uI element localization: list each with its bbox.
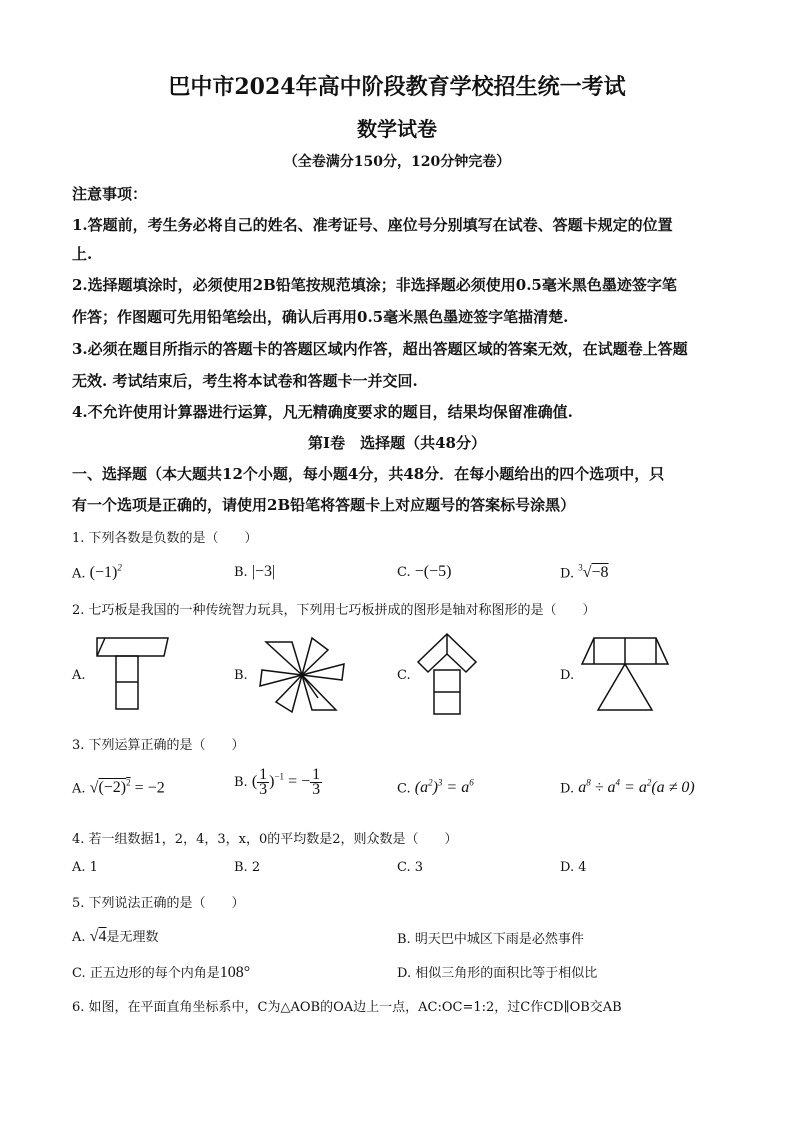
- q1-a-label: A.: [72, 566, 86, 582]
- q3-b-label: B.: [234, 775, 248, 791]
- q2-a-label: A.: [72, 668, 86, 683]
- q1-option-b: [234, 563, 275, 581]
- q3-a-label: A.: [72, 781, 86, 797]
- q4-option-b: B. 2: [234, 860, 261, 875]
- q2-figure-a-t-shape: [92, 636, 176, 714]
- score-note: （全卷满分150分，120分钟完卷）: [283, 154, 511, 170]
- q3-option-b: [234, 768, 322, 797]
- notice-item-3-line-1: 3.必须在题目所指示的答题卡的答题区域内作答，超出答题区域的答案无效，在试题卷上答题: [72, 340, 688, 358]
- q1-a-expr: $(-1)^2$: [89, 563, 122, 582]
- section-intro-line-1: 一、选择题（本大题共12个小题，每小题4分，共48分．在每小题给出的四个选项中，只: [72, 465, 665, 483]
- q5-option-a: [72, 926, 158, 946]
- notice-item-2-line-1: 2.选择题填涂时，必须使用2B铅笔按规范填涂；非选择题必须使用0.5毫米黑色墨迹签字笔: [72, 276, 677, 294]
- q2-figure-d-table: [578, 634, 672, 716]
- q5-a-text: 是无理数: [106, 930, 159, 945]
- q5-a-expr: √4: [89, 928, 107, 945]
- section-intro-line-2: 有一个选项是正确的，请使用2B铅笔将答题卡上对应题号的答案标号涂黑）: [72, 496, 576, 514]
- q2-figure-b-pinwheel: [256, 634, 348, 716]
- q4-option-a: A. 1: [72, 860, 98, 875]
- q3-c-expr: $(a^2)^3 = a^6$: [414, 778, 474, 797]
- q3-stem: 3. 下列运算正确的是（ ）: [72, 738, 245, 753]
- notice-heading: 注意事项：: [72, 185, 148, 203]
- q5-stem: 5. 下列说法正确的是（ ）: [72, 896, 245, 911]
- q4-option-c: C. 3: [397, 860, 424, 875]
- q3-option-c: [397, 778, 474, 797]
- q1-stem: 1. 下列各数是负数的是（ ）: [72, 531, 258, 546]
- q3-c-label: C.: [397, 781, 411, 797]
- section-title: 第Ⅰ卷 选择题（共48分）: [308, 434, 486, 452]
- q4-option-d: D. 4: [560, 860, 587, 875]
- notice-item-3-line-2: 无效. 考试结束后，考生将本试卷和答题卡一并交回.: [72, 372, 418, 390]
- q5-option-c: [72, 962, 250, 982]
- paper-subtitle: 数学试卷: [357, 117, 437, 141]
- q5-c-text: C. 正五边形的每个内角是: [72, 966, 220, 981]
- q3-b-expr: ( $\frac{1}{3}$ )$^{-1}$ = − $\frac{1}{3}$: [251, 766, 321, 798]
- notice-item-1-line-1: 1.答题前，考生务必将自己的姓名、准考证号、座位号分别填写在试卷、答题卡规定的位置: [72, 216, 673, 234]
- q1-d-expr: $^3$√−8: [578, 563, 609, 582]
- q1-c-label: C.: [397, 565, 411, 580]
- notice-item-2-line-2: 作答；作图题可先用铅笔绘出，确认后再用0.5毫米黑色墨迹签字笔描清楚.: [72, 308, 569, 326]
- q1-c-expr: −(−5): [414, 563, 452, 580]
- q2-d-label: D.: [560, 668, 575, 683]
- q1-option-d: [560, 563, 609, 582]
- q2-stem: 2. 七巧板是我国的一种传统智力玩具，下列用七巧板拼成的图形是轴对称图形的是（ ）: [72, 603, 596, 618]
- q5-c-value: 108°: [219, 964, 251, 981]
- q3-option-a: [72, 778, 165, 797]
- q4-stem: 4. 若一组数据1，2，4，3，x，0的平均数是2，则众数是（ ）: [72, 832, 458, 847]
- q1-b-label: B.: [234, 565, 248, 580]
- q3-a-expr: $√(-2)^2 = -2$: [89, 778, 165, 797]
- q6-stem: 6. 如图，在平面直角坐标系中，C为△AOB的OA边上一点，AC:OC=1:2，过C作CD∥OB交AB: [72, 1000, 622, 1015]
- q1-option-c: [397, 563, 451, 581]
- notice-item-1-line-2: 上.: [72, 245, 93, 263]
- q5-a-label: A.: [72, 930, 86, 945]
- q5-option-b: B. 明天巴中城区下雨是必然事件: [397, 932, 584, 947]
- q1-b-expr: |−3|: [251, 563, 276, 580]
- q2-c-label: C.: [397, 668, 411, 683]
- notice-item-4: 4.不允许使用计算器进行运算，凡无精确度要求的题目，结果均保留准确值.: [72, 403, 573, 421]
- q1-d-label: D.: [560, 566, 575, 582]
- q3-d-expr: $a^8 \div a^4 = a^2(a \ne 0)$: [578, 778, 695, 797]
- q5-option-d: D. 相似三角形的面积比等于相似比: [397, 966, 598, 981]
- exam-title: 巴中市2024年高中阶段教育学校招生统一考试: [168, 74, 626, 100]
- q2-figure-c-arrow: [414, 632, 480, 716]
- q1-option-a: [72, 563, 122, 582]
- q3-option-d: [560, 778, 695, 797]
- q2-b-label: B.: [234, 668, 248, 683]
- q3-d-label: D.: [560, 781, 575, 797]
